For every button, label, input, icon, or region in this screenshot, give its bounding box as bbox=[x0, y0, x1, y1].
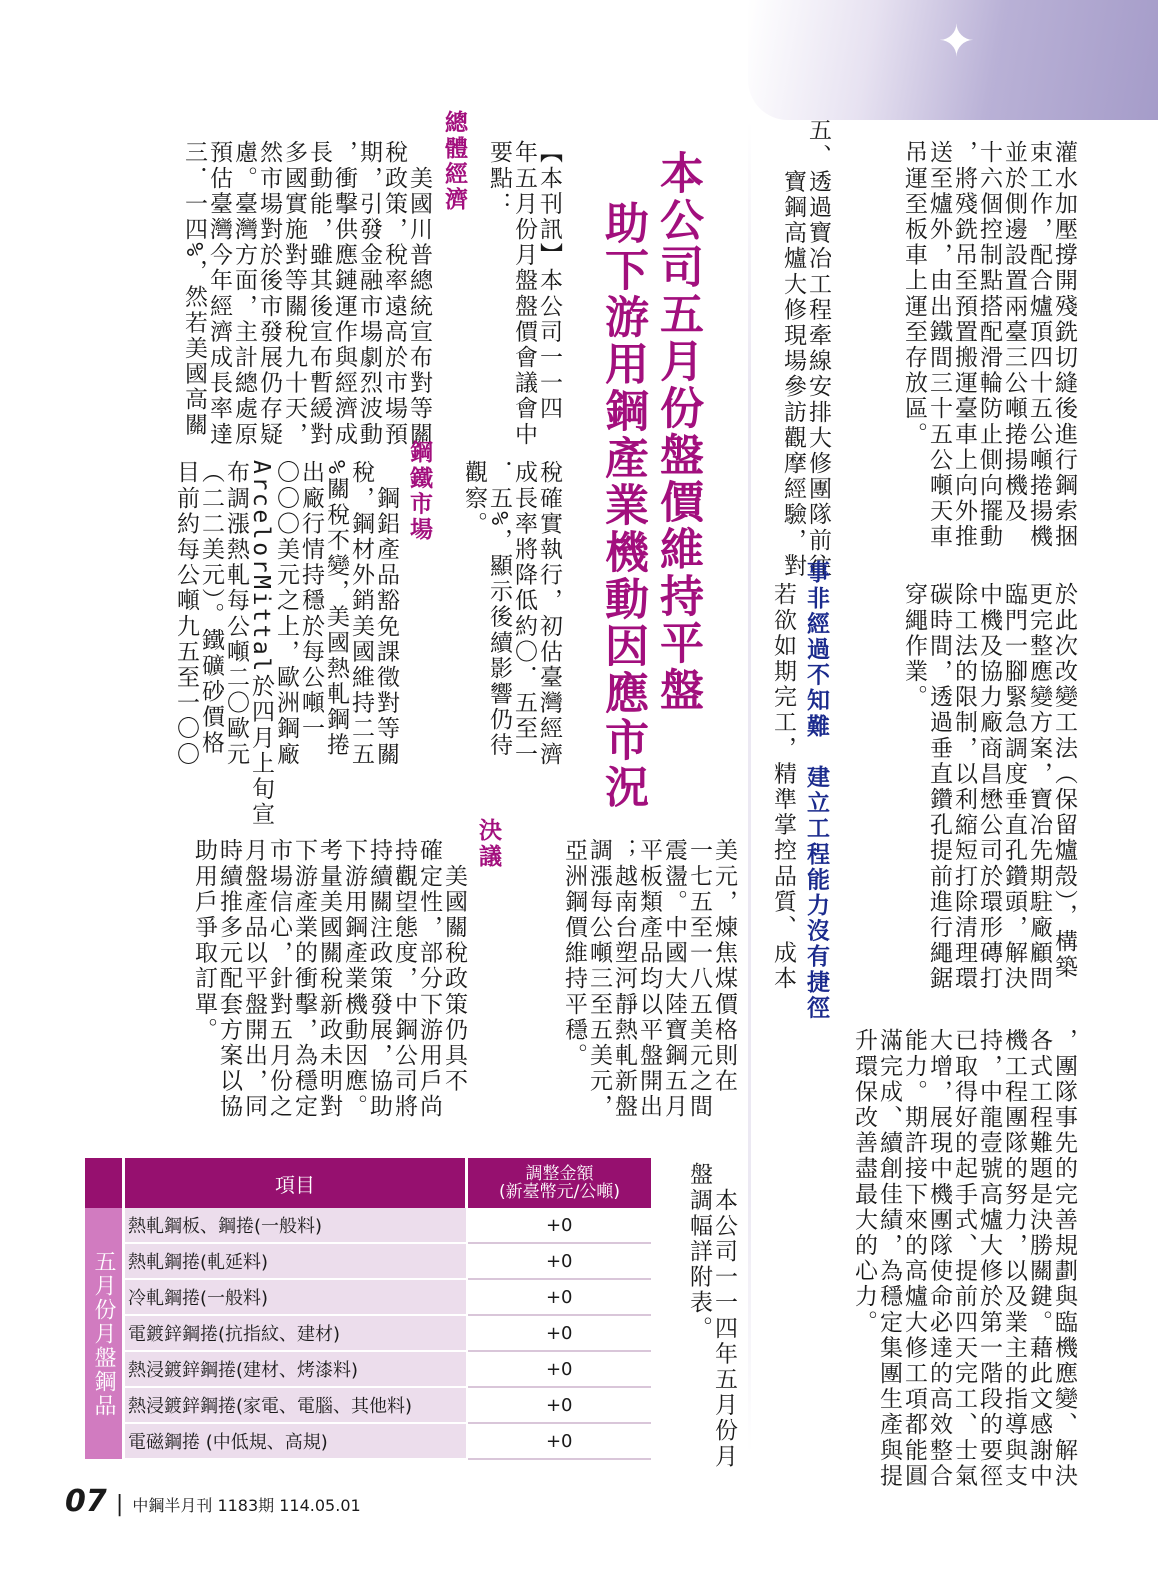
section-heading-economy: 總體經濟 bbox=[441, 110, 467, 213]
column-header-item: 項目 bbox=[124, 1158, 467, 1208]
steel-paragraph: 鋼鋁產品豁免課徵對等關 稅，鋼材外銷美國維持二五 %關稅不變，美國熱軋鋼捲 出廠行情持穩於每公噸一 〇〇〇美元之上，歐洲鋼廠 ArcelorMittal於四月上旬宣 布調漲熱軋每公噸二〇歐元 （二二美元）。鐵礦砂價格 目前約每公噸九五至一〇〇 bbox=[173, 460, 399, 828]
table-cell-item: 熱浸鍍鋅鋼捲(家電、電腦、其他料) bbox=[124, 1387, 467, 1423]
economy-paragraph-cont: 稅確實執行，初估臺灣經濟 成長率將降低約〇．五至一 ．五%，顯示後續影響仍待 觀察。 bbox=[461, 460, 562, 768]
table-cell-item: 電鍍鋅鋼捲(抗指紋、建材) bbox=[124, 1315, 467, 1351]
table-cell-amount: +0 bbox=[467, 1279, 652, 1315]
prev-article-conclusion: ，團隊事先的完善規劃與臨機應變、解決 各式工程難題是決勝關鍵。藉此文感謝中 機工程團隊的努力，以及業主的指導與支 持，中龍壹號高爐大修於第一階段的要徑 已取得好的起手式、提前四天完工、士氣 大增，展現中機團隊使命必達的高效整合 能力。期許接下來的高爐大修工項都能圓 滿完成、續創佳績，為穩定集團生產與提 升環保改善盡最大的心力。 bbox=[851, 1028, 1077, 1489]
table-cell-item: 電磁鋼捲 (中低規、高規) bbox=[124, 1423, 467, 1459]
page-number: 07 bbox=[65, 1484, 107, 1519]
table-cell-amount: +0 bbox=[467, 1387, 652, 1423]
section-heading-decision: 決議 bbox=[475, 818, 501, 870]
amount-header-line1: 調整金額 bbox=[525, 1164, 594, 1184]
prev-article-paragraph: 灌水加壓撐開殘銑切縫後進行鋼索捆 束工作，配合爐頂四十五公噸捲揚機 並於側邊設置兩臺三公噸捲揚機及 十六個控制點搭配滑輪防止側向擺動 ，將殘銑吊至預置搬運臺車上向外推 送至爐外，由出鐵間三十五公噸天車 吊運至板車上運至存放區。 bbox=[901, 140, 1077, 550]
table-side-label bbox=[85, 1208, 124, 1459]
page-footer bbox=[65, 1484, 361, 1519]
prev-article-paragraph-3: 若欲如期完工，精準掌控品質、成本 bbox=[770, 582, 796, 992]
table-cell-amount: +0 bbox=[467, 1243, 652, 1279]
economy-paragraph: 美國川普總統宣布對等關 稅政策，稅率遠高於市場預 期，引發金融市場劇烈波動 ，衝擊供應鏈運作與經濟成 長動能，雖其後宣布暫緩對 多國實施對等關稅九十天， 然市場對於後市發展仍存疑 慮。臺灣方面，主計總處原 預估臺灣今年經濟成長率達 三．一四%，然若美國高關 bbox=[181, 140, 432, 448]
table-cell-amount: +0 bbox=[467, 1315, 652, 1351]
price-adjustment-table bbox=[85, 1158, 651, 1460]
article-title: 本公司五月份盤價維持平盤 bbox=[652, 150, 703, 714]
prev-article-point-five: 五、透過寶冶工程牽線安排大修團隊前往 寶鋼高爐大修現場參訪觀摩經驗，對 bbox=[780, 118, 831, 579]
article-intro: 【本刊訊】本公司一一四 年五月份月盤盤價會議會中 要點： bbox=[486, 140, 562, 448]
table-cell-amount: +0 bbox=[467, 1351, 652, 1387]
column-header-amount bbox=[467, 1158, 652, 1208]
table-cell-item: 熱浸鍍鋅鋼捲(建材、烤漆料) bbox=[124, 1351, 467, 1387]
sparkle-icon: ✦ bbox=[938, 16, 975, 67]
section-heading-steel: 鋼鐵市場 bbox=[406, 440, 432, 543]
table-corner bbox=[85, 1158, 124, 1208]
steel-paragraph-cont: 美元，煉焦煤價格則在 一七五至一八五美元之間 震盪。中國大陸寶鋼五月 平板類產品均以平盤開出 ；越南台塑河靜熱軋新盤 調漲每公噸三至五美元， 亞洲鋼價維持平穩。 bbox=[561, 838, 737, 1120]
prev-article-paragraph-2: 於此次改變工法（保留爐殼），構築 更完整應變方案，寶冶先期駐廠顧問 臨門一腳緊急調度垂直孔鑽頭，解決 中機及協力廠商昌懋公司於環形磚打 除工法的限制，以利縮短打除清理環 碳時間，透過垂直鑽孔提前進行繩鋸 穿繩作業。 bbox=[901, 582, 1077, 992]
table-cell-item: 熱軋鋼捲(軋延料) bbox=[124, 1243, 467, 1279]
section-heading: 事非經過不知難 建立工程能力沒有捷徑 bbox=[803, 560, 829, 1021]
footer-separator: | bbox=[115, 1492, 124, 1517]
table-cell-item: 冷軋鋼捲(一般料) bbox=[124, 1279, 467, 1315]
side-label-text: 五月份月盤鋼品 bbox=[91, 1249, 116, 1418]
decorative-divider bbox=[748, 120, 751, 1455]
article-subtitle: 助下游用鋼產業機動因應市況 bbox=[597, 200, 648, 811]
table-cell-amount: +0 bbox=[467, 1208, 652, 1243]
amount-header-line2: (新臺幣元/公噸) bbox=[499, 1182, 620, 1202]
decision-paragraph: 美國關稅政策仍具不 確定性，部分下游用戶尚 持觀望態度，中鋼公司將 持續關注政策發展，協助 下游用鋼產業機動因應。 考量美國關稅新政未明對 下游產業的衝擊，為穩定 市場信心，針對五月份之 月盤產品以平盤開出，同 時續推多元配套方案以協 助用戶爭取訂單。 bbox=[191, 838, 467, 1120]
table-intro: 本公司一一四年五月份月 盤調幅詳附表。 bbox=[686, 1162, 737, 1470]
publication-info: 中鋼半月刊 1183期 114.05.01 bbox=[132, 1496, 361, 1515]
table-cell-item: 熱軋鋼板、鋼捲(一般料) bbox=[124, 1208, 467, 1243]
decorative-header-gradient bbox=[748, 0, 1158, 120]
table-cell-amount: +0 bbox=[467, 1423, 652, 1459]
